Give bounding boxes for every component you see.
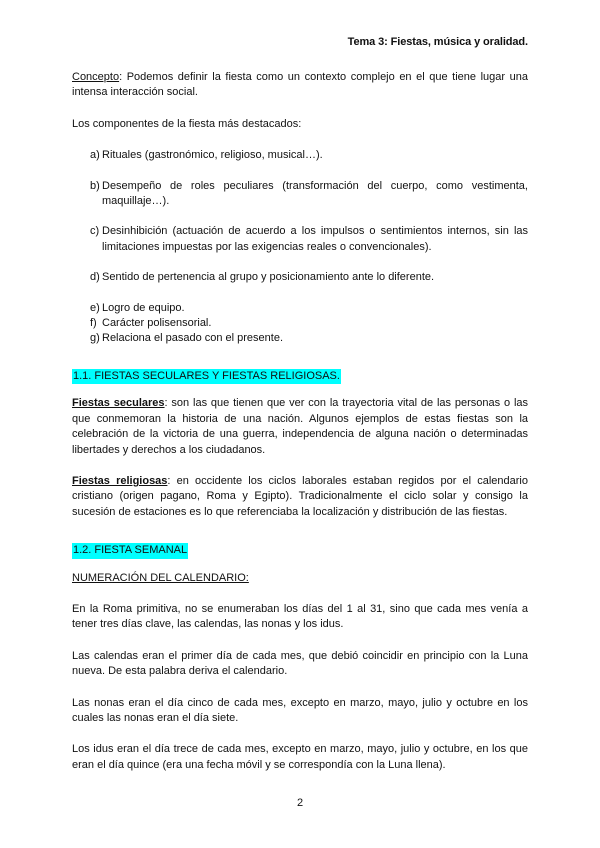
secular-text: : son las que tienen que ver con la trayectoria vital de las personas o las que conmemoran la historia de una nación. Algunos ejemplos de estas fiestas son la celebración de la victoria de una guerra, independencia de alguna nación o determinadas libertades y derechos a los ciudadanos. xyxy=(72,397,529,456)
calendar-paragraph-2: Las calendas eran el primer día de cada mes, que debió coincidir en principio con la Luna nueva. De esta palabra deriva el calendario. xyxy=(72,649,528,678)
concept-text: : Podemos definir la fiesta como un contexto complejo en el que tiene lugar una intensa interacción social. xyxy=(72,71,528,99)
list-item: b) Desempeño de roles peculiares (transformación del cuerpo, como vestimenta, maquillaje…). xyxy=(90,179,528,208)
calendar-paragraph-3: Las nonas eran el día cinco de cada mes, excepto en marzo, mayo, julio y octubre en los cuales las nonas eran el día siete. xyxy=(72,696,528,724)
list-item: c) Desinhibición (actuación de acuerdo a los impulsos o sentimientos internos, sin las limitaciones impuestas por las exigencias reales o convencionales). xyxy=(90,225,528,253)
page-header: Tema 3: Fiestas, música y oralidad. xyxy=(347,36,528,48)
secular-label: Fiestas seculares xyxy=(72,397,165,410)
religious-paragraph xyxy=(72,474,528,520)
calendar-subheading: NUMERACIÓN DEL CALENDARIO: xyxy=(72,571,249,584)
components-title: Los componentes de la fiesta más destacados: xyxy=(72,117,302,130)
calendar-paragraph-1: En la Roma primitiva, no se enumeraban los días del 1 al 31, sino que cada mes venía a tener tres días clave, las calendas, las nonas y los idus. xyxy=(72,602,528,631)
secular-paragraph xyxy=(72,396,528,458)
list-item: a) Rituales (gastronómico, religioso, musical…). xyxy=(90,149,323,162)
section-1-heading: 1.1. FIESTAS SECULARES Y FIESTAS RELIGIOSAS. xyxy=(72,369,528,384)
list-item: f) Carácter polisensorial. xyxy=(90,317,212,330)
religious-text: : en occidente los ciclos laborales estaban regidos por el calendario cristiano (origen pagano, Roma y Egipto). Tradicionalmente el ciclo solar y consigo la sucesión de estaciones es lo que referenciaba la localización y distribución de las fiestas. xyxy=(72,474,528,518)
components-list xyxy=(72,148,528,347)
list-item: g) Relaciona el pasado con el presente. xyxy=(90,332,284,345)
page-number: 2 xyxy=(296,797,304,809)
section-2-heading: 1.2. FIESTA SEMANAL xyxy=(72,543,528,558)
list-item: d) Sentido de pertenencia al grupo y posicionamiento ante lo diferente. xyxy=(90,271,435,284)
list-item: e) Logro de equipo. xyxy=(90,301,185,314)
religious-label: Fiestas religiosas xyxy=(72,474,168,487)
concept-paragraph xyxy=(72,70,528,101)
page-content xyxy=(72,70,528,773)
calendar-paragraph-4: Los idus eran el día trece de cada mes, excepto en marzo, mayo, julio y octubre, en los que eran el día quince (era una fecha móvil y se correspondía con la Luna llena). xyxy=(72,743,528,771)
concept-label: Concepto xyxy=(72,71,120,83)
